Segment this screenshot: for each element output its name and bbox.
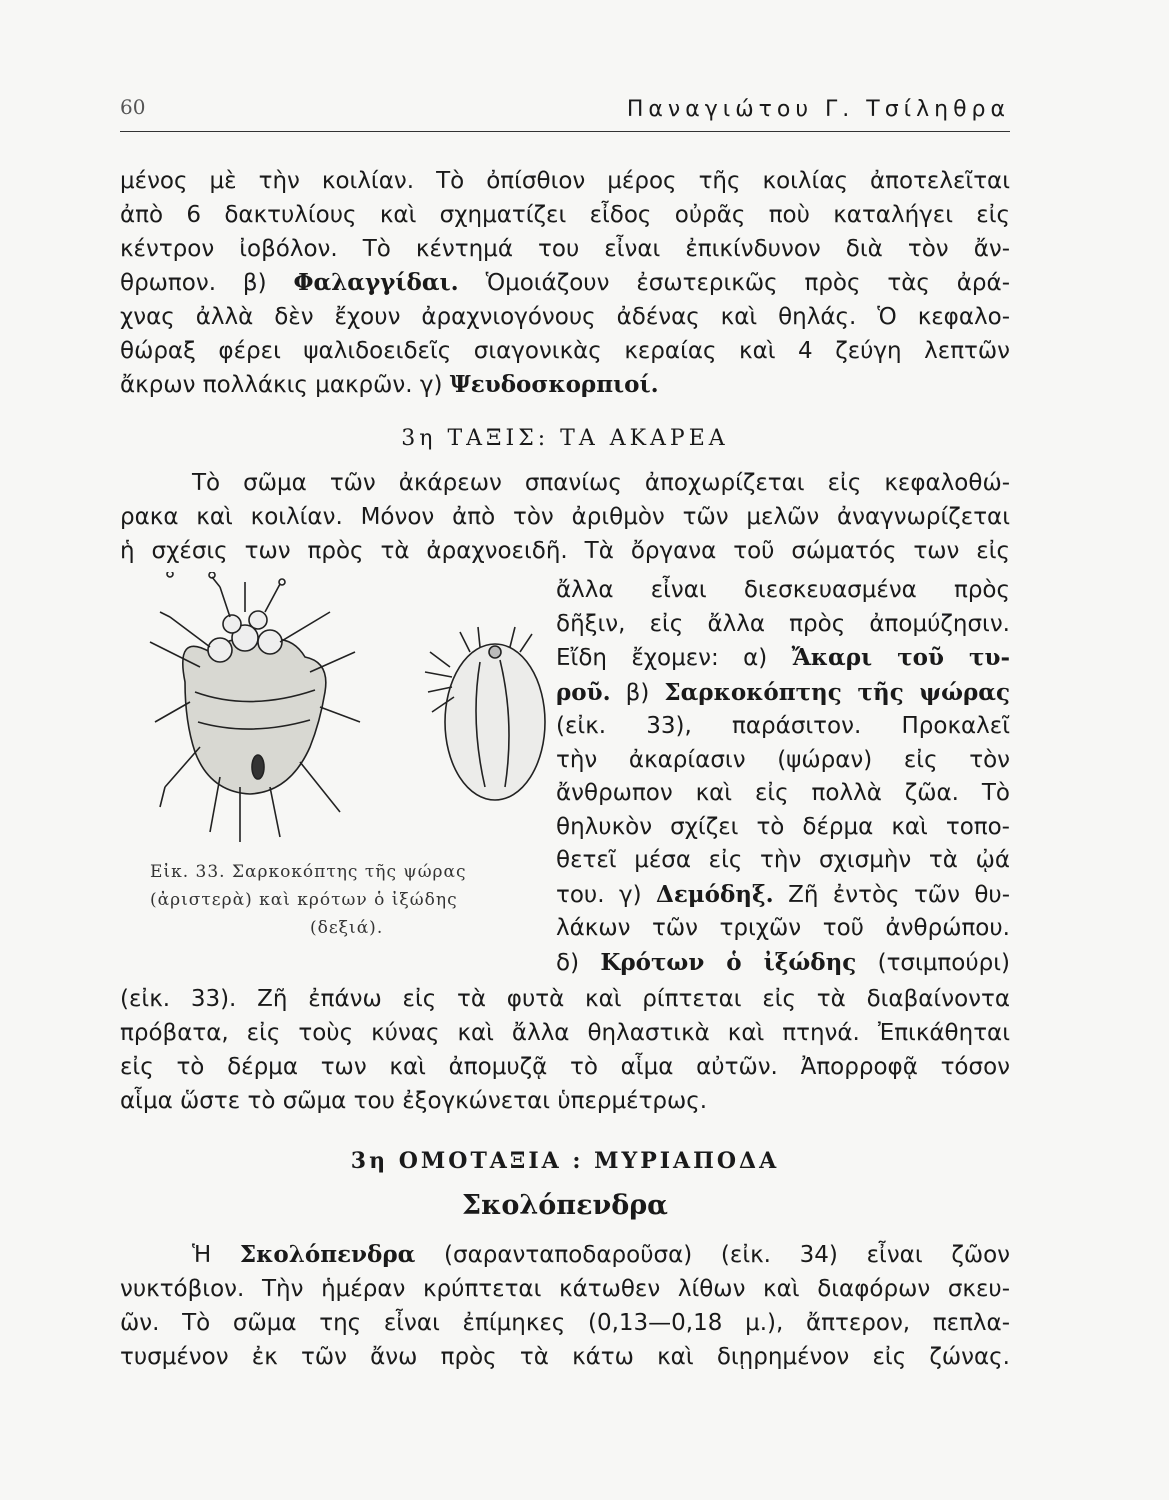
text-line: δῆξιν, εἰς ἄλλα πρὸς ἀπομύζησιν. xyxy=(556,610,1010,637)
figure-33-illustration xyxy=(140,572,550,852)
text-line: νυκτόβιον. Τὴν ἡμέραν κρύπτεται κάτωθεν λίθων καὶ διαφόρων σκευ- xyxy=(120,1276,1010,1302)
text-line: (εἰκ. 33). Ζῆ ἐπάνω εἰς τὰ φυτὰ καὶ ρίπτεται εἰς τὰ διαβαίνοντα xyxy=(120,986,1010,1012)
caption-line: (δεξιά). xyxy=(310,918,384,938)
text-line: εἰς τὸ δέρμα των καὶ ἀπομυζᾷ τὸ αἷμα αὐτῶν. Ἀπορροφᾷ τόσον xyxy=(120,1054,1010,1080)
term-scolopendra: Σκολόπενδρα xyxy=(239,1241,416,1268)
term-cheese-mite: Ἄκαρι τοῦ τυ- xyxy=(791,644,1011,671)
text-line: Εἴδη ἔχομεν: α) Ἄκαρι τοῦ τυ- xyxy=(556,644,1011,671)
paragraph-acari xyxy=(120,466,1010,568)
text-line: τὴν ἀκαρίασιν (ψώραν) εἰς τὸν xyxy=(556,746,1010,773)
paragraph-tick xyxy=(120,982,1010,1118)
text-line: ἀπὸ 6 δακτυλίους καὶ σχηματίζει εἶδος οὐρᾶς ποὺ καταλήγει εἰς xyxy=(120,202,1010,228)
term-demodex: Δεμόδηξ. xyxy=(655,880,774,908)
sarcoptes-mite-drawing xyxy=(150,572,360,842)
paragraph-mite-types xyxy=(556,574,1010,980)
text-line: ῶν. Τὸ σῶμα της εἶναι ἐπίμηκες (0,13—0,18 μ.), ἄπτερον, πεπλα- xyxy=(120,1310,1010,1336)
figure-33-caption xyxy=(150,858,550,942)
page-number: 60 xyxy=(120,95,146,119)
term-pseudoscorpions: Ψευδοσκορπιοί. xyxy=(449,371,659,398)
text-line: τυσμένον ἐκ τῶν ἄνω πρὸς τὰ κάτω καὶ διῃρημένον εἰς ζώνας. xyxy=(120,1344,1010,1370)
text-line: θηλυκὸν σχίζει τὸ δέρμα καὶ τοπο- xyxy=(556,813,1010,840)
caption-line: Εἰκ. 33. Σαρκοκόπτης τῆς ψώρας xyxy=(150,862,467,882)
term-ixodes: Κρότων ὁ ἰξώδης xyxy=(600,948,857,976)
term-sarcoptes: Σαρκοκόπτης τῆς ψώρας xyxy=(664,678,1010,706)
text-line: χνας ἀλλὰ δὲν ἔχουν ἀραχνιογόνους ἀδένας καὶ θηλάς. Ὁ κεφαλο- xyxy=(120,304,1010,330)
text-line: θρωπον. β) Φαλαγγίδαι. Ὁμοιάζουν ἐσωτερικῶς πρὸς τὰς ἀρά- xyxy=(120,269,1010,296)
text-line: ἄκρων πολλάκις μακρῶν. γ) Ψευδοσκορπιοί. xyxy=(120,371,659,398)
paragraph-arachnids xyxy=(120,164,1010,402)
paragraph-scolopendra xyxy=(120,1238,1010,1374)
text-line: Τὸ σῶμα τῶν ἀκάρεων σπανίως ἀποχωρίζεται εἰς κεφαλοθώ- xyxy=(192,470,1010,496)
text-line: πρόβατα, εἰς τοὺς κύνας καὶ ἄλλα θηλαστικὰ καὶ πτηνά. Ἐπικάθηται xyxy=(120,1020,1010,1046)
term-phalangidae: Φαλαγγίδαι. xyxy=(293,269,459,296)
heading-scolopendra: Σκολόπενδρα xyxy=(462,1190,668,1221)
text-line: ἄλλα εἶναι διεσκευασμένα πρὸς xyxy=(556,577,1010,603)
page-header xyxy=(120,95,1010,132)
text-line: θετεῖ μέσα εἰς τὴν σχισμὴν τὰ ᾠά xyxy=(556,847,1010,873)
text-line: Ἡ Σκολόπενδρα (σαρανταποδαροῦσα) (εἰκ. 34) εἶναι ζῶον xyxy=(192,1241,1011,1268)
text-line: ἡ σχέσις των πρὸς τὰ ἀραχνοειδῆ. Τὰ ὄργανα τοῦ σώματός των εἰς xyxy=(120,538,1010,564)
text-line: δ) Κρότων ὁ ἰξώδης (τσιμπούρι) xyxy=(556,948,1010,976)
text-line: μένος μὲ τὴν κοιλίαν. Τὸ ὀπίσθιον μέρος τῆς κοιλίας ἀποτελεῖται xyxy=(120,168,1010,194)
tick-ixodes-drawing xyxy=(425,627,545,800)
text-line: του. γ) Δεμόδηξ. Ζῆ ἐντὸς τῶν θυ- xyxy=(556,880,1011,908)
running-head: Παναγιώτου Γ. Τσίληθρα xyxy=(626,97,1010,122)
text-line: αἷμα ὥστε τὸ σῶμα του ἐξογκώνεται ὑπερμέτρως. xyxy=(120,1088,708,1114)
text-line: θώραξ φέρει ψαλιδοειδεῖς σιαγονικὰς κεραίας καὶ 4 ζεύγη λεπτῶν xyxy=(120,338,1010,364)
text-line: κέντρον ἰοβόλον. Τὸ κέντημά του εἶναι ἐπικίνδυνον διὰ τὸν ἄν- xyxy=(120,236,1010,262)
text-line: (εἰκ. 33), παράσιτον. Προκαλεῖ xyxy=(556,713,1010,739)
section-heading-acari: 3η ΤΑΞΙΣ: ΤΑ ΑΚΑΡΕΑ xyxy=(401,426,729,451)
caption-line: (ἀριστερὰ) καὶ κρότων ὁ ἰξώδης xyxy=(150,890,458,910)
text-line: λάκων τῶν τριχῶν τοῦ ἀνθρώπου. xyxy=(556,915,1010,941)
section-heading-myriapoda: 3η ΟΜΟΤΑΞΙΑ : ΜΥΡΙΑΠΟΔΑ xyxy=(350,1148,780,1174)
text-line: ἄνθρωπον καὶ εἰς πολλὰ ζῶα. Τὸ xyxy=(556,780,1010,806)
text-line: ροῦ. β) Σαρκοκόπτης τῆς ψώρας xyxy=(556,678,1010,706)
text-line: ρακα καὶ κοιλίαν. Μόνον ἀπὸ τὸν ἀριθμὸν τῶν μελῶν ἀναγνωρίζεται xyxy=(120,504,1010,530)
